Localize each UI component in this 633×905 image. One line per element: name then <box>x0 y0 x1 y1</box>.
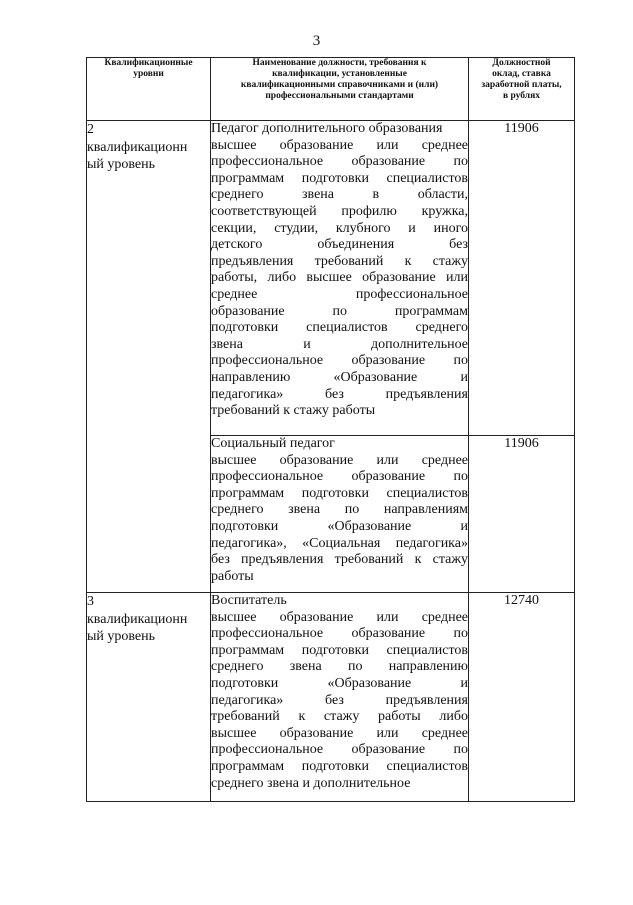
page-number: 3 <box>312 33 321 49</box>
position-requirements-cell <box>211 121 469 436</box>
text-line: работы <box>211 568 254 584</box>
text-line: требований к стажу работы <box>211 403 376 419</box>
text-line: 3 <box>87 594 94 609</box>
text-line: квалификационн <box>87 611 188 627</box>
text-line: программам подготовки специалистов <box>211 170 468 186</box>
text-line: квалификационн <box>87 139 188 155</box>
text-line: профессиональное образование по <box>211 742 468 758</box>
table-header-row <box>87 58 575 121</box>
text-line: оклад, ставка <box>492 69 551 79</box>
text-line: среднего звена по направлениям <box>211 502 468 518</box>
text-line: профессиональное образование по <box>211 469 468 485</box>
text-line: педагогика» без предъявления <box>211 386 468 402</box>
text-line: среднего звена по направлению <box>211 659 468 675</box>
text-line: профессиональное образование по <box>211 154 468 170</box>
text-line: секции, студии, клубного и иного <box>211 220 468 236</box>
text-line: профессиональное образование по <box>211 353 468 369</box>
text-line: среднее профессиональное <box>211 286 468 302</box>
text-line: в рублях <box>502 91 541 101</box>
position-requirements-cell <box>211 593 469 802</box>
text-line: высшее образование или среднее <box>211 609 468 625</box>
text-line: требований к стажу работы либо <box>211 709 468 725</box>
text-line: высшее образование или среднее <box>211 725 468 741</box>
text-line: педагогика», «Социальная педагогика» <box>211 535 468 551</box>
text-line: детского объединения без <box>211 237 468 253</box>
qualification-level-cell <box>87 121 211 593</box>
text-line: профессиональными стандартами <box>265 91 414 101</box>
header-position-requirements <box>211 58 469 121</box>
text-line: направлению «Образование и <box>211 369 468 385</box>
text-line: среднего звена и дополнительное <box>211 775 411 791</box>
text-line: Квалификационные <box>104 58 193 68</box>
text-line: Педагог дополнительного образования <box>211 121 443 136</box>
text-line: квалификации, установленные <box>272 69 407 79</box>
text-line: педагогика» без предъявления <box>211 692 468 708</box>
text-line: работы, либо высшее образование или <box>211 270 468 286</box>
text-line: подготовки специалистов среднего <box>211 320 468 336</box>
text-line: квалификационными справочниками и (или) <box>240 80 439 90</box>
text-line: Социальный педагог <box>211 436 335 451</box>
text-line: подготовки «Образование и <box>211 675 468 691</box>
position-requirements-cell <box>211 436 469 593</box>
header-qualification-levels <box>87 58 211 121</box>
text-line: программам подготовки специалистов <box>211 485 468 501</box>
text-line: высшее образование или среднее <box>211 137 468 153</box>
text-line: профессиональное образование по <box>211 626 468 642</box>
text-line: предъявления требований к стажу <box>211 253 468 269</box>
text-line: 2 <box>87 122 94 137</box>
text-line: ый уровень <box>87 629 156 644</box>
qualification-table <box>86 57 575 802</box>
qualification-level-cell <box>87 593 211 802</box>
text-line: подготовки «Образование и <box>211 518 468 534</box>
text-line: соответствующей профилю кружка, <box>211 203 468 219</box>
text-line: уровни <box>133 69 164 79</box>
text-line: Воспитатель <box>211 593 287 608</box>
text-line: среднего звена в области, <box>211 187 468 203</box>
text-line: без предъявления требований к стажу <box>211 552 468 568</box>
text-line: образование по программам <box>211 303 468 319</box>
table-row <box>87 593 575 802</box>
text-line: Наименование должности, требования к <box>252 58 427 68</box>
text-line: заработной платы, <box>481 80 562 90</box>
header-salary <box>469 58 575 121</box>
text-line: высшее образование или среднее <box>211 452 468 468</box>
salary-cell: 11906 <box>469 436 575 593</box>
salary-cell: 11906 <box>469 121 575 436</box>
text-line: ый уровень <box>87 157 156 172</box>
table-row <box>87 121 575 436</box>
text-line: звена и дополнительное <box>211 336 468 352</box>
text-line: программам подготовки специалистов <box>211 758 468 774</box>
salary-cell: 12740 <box>469 593 575 802</box>
text-line: программам подготовки специалистов <box>211 642 468 658</box>
text-line: Должностной <box>492 58 551 68</box>
